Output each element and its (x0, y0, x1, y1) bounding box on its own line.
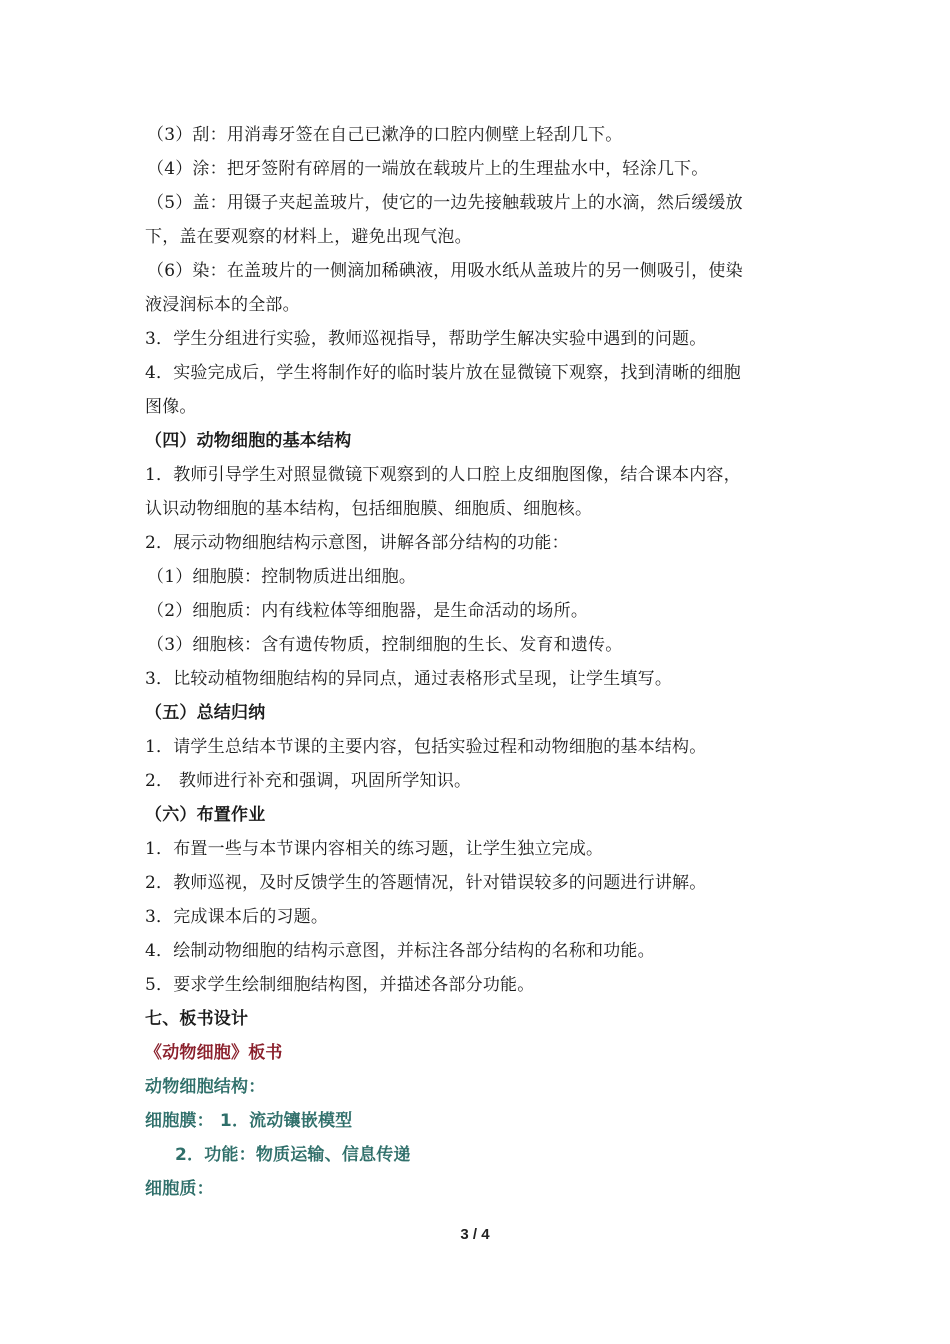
paragraph-line: 5．要求学生绘制细胞结构图，并描述各部分功能。 (145, 975, 535, 995)
list-item: （4）涂：把牙签附有碎屑的一端放在载玻片上的生理盐水中，轻涂几下。 (147, 159, 709, 179)
section-heading: （四）动物细胞的基本结构 (145, 431, 352, 451)
board-line: 动物细胞结构： (145, 1077, 266, 1097)
paragraph-line: 图像。 (145, 397, 197, 417)
list-item: （1）细胞膜：控制物质进出细胞。 (147, 567, 417, 587)
paragraph-line: 2．展示动物细胞结构示意图，讲解各部分结构的功能： (145, 533, 569, 553)
paragraph-line: 认识动物细胞的基本结构，包括细胞膜、细胞质、细胞核。 (145, 499, 593, 519)
paragraph-line: 2．教师巡视，及时反馈学生的答题情况，针对错误较多的问题进行讲解。 (145, 873, 707, 893)
list-item: （6）染：在盖玻片的一侧滴加稀碘液，用吸水纸从盖玻片的另一侧吸引，使染 (147, 261, 743, 281)
page-number: 3 / 4 (460, 1226, 490, 1243)
section-heading: 七、板书设计 (145, 1009, 249, 1029)
paragraph-line: 1．教师引导学生对照显微镜下观察到的人口腔上皮细胞图像，结合课本内容， (145, 465, 741, 485)
board-line: 细胞膜： 1．流动镶嵌模型 (145, 1111, 353, 1131)
section-heading: （六）布置作业 (145, 805, 266, 825)
paragraph-line: 4．实验完成后，学生将制作好的临时装片放在显微镜下观察，找到清晰的细胞 (145, 363, 741, 383)
paragraph-line: 3．比较动植物细胞结构的异同点，通过表格形式呈现，让学生填写。 (145, 669, 673, 689)
section-heading: （五）总结归纳 (145, 703, 266, 723)
paragraph-line: 3．学生分组进行实验，教师巡视指导，帮助学生解决实验中遇到的问题。 (145, 329, 707, 349)
paragraph-line: 下，盖在要观察的材料上，避免出现气泡。 (145, 227, 472, 247)
list-item: （5）盖：用镊子夹起盖玻片，使它的一边先接触载玻片上的水滴，然后缓缓放 (147, 193, 743, 213)
list-item: （2）细胞质：内有线粒体等细胞器，是生命活动的场所。 (147, 601, 589, 621)
paragraph-line: 2． 教师进行补充和强调，巩固所学知识。 (145, 771, 472, 791)
document-body (145, 118, 815, 1206)
board-line: 2．功能：物质运输、信息传递 (175, 1145, 411, 1165)
board-line: 细胞质： (145, 1179, 214, 1199)
paragraph-line: 3．完成课本后的习题。 (145, 907, 329, 927)
paragraph-line: 1．布置一些与本节课内容相关的练习题，让学生独立完成。 (145, 839, 604, 859)
list-item: （3）细胞核：含有遗传物质，控制细胞的生长、发育和遗传。 (147, 635, 623, 655)
board-title: 《动物细胞》板书 (145, 1043, 283, 1063)
paragraph-line: 4．绘制动物细胞的结构示意图，并标注各部分结构的名称和功能。 (145, 941, 655, 961)
list-item: （3）刮：用消毒牙签在自己已漱净的口腔内侧壁上轻刮几下。 (147, 125, 623, 145)
paragraph-line: 液浸润标本的全部。 (145, 295, 300, 315)
paragraph-line: 1．请学生总结本节课的主要内容，包括实验过程和动物细胞的基本结构。 (145, 737, 707, 757)
